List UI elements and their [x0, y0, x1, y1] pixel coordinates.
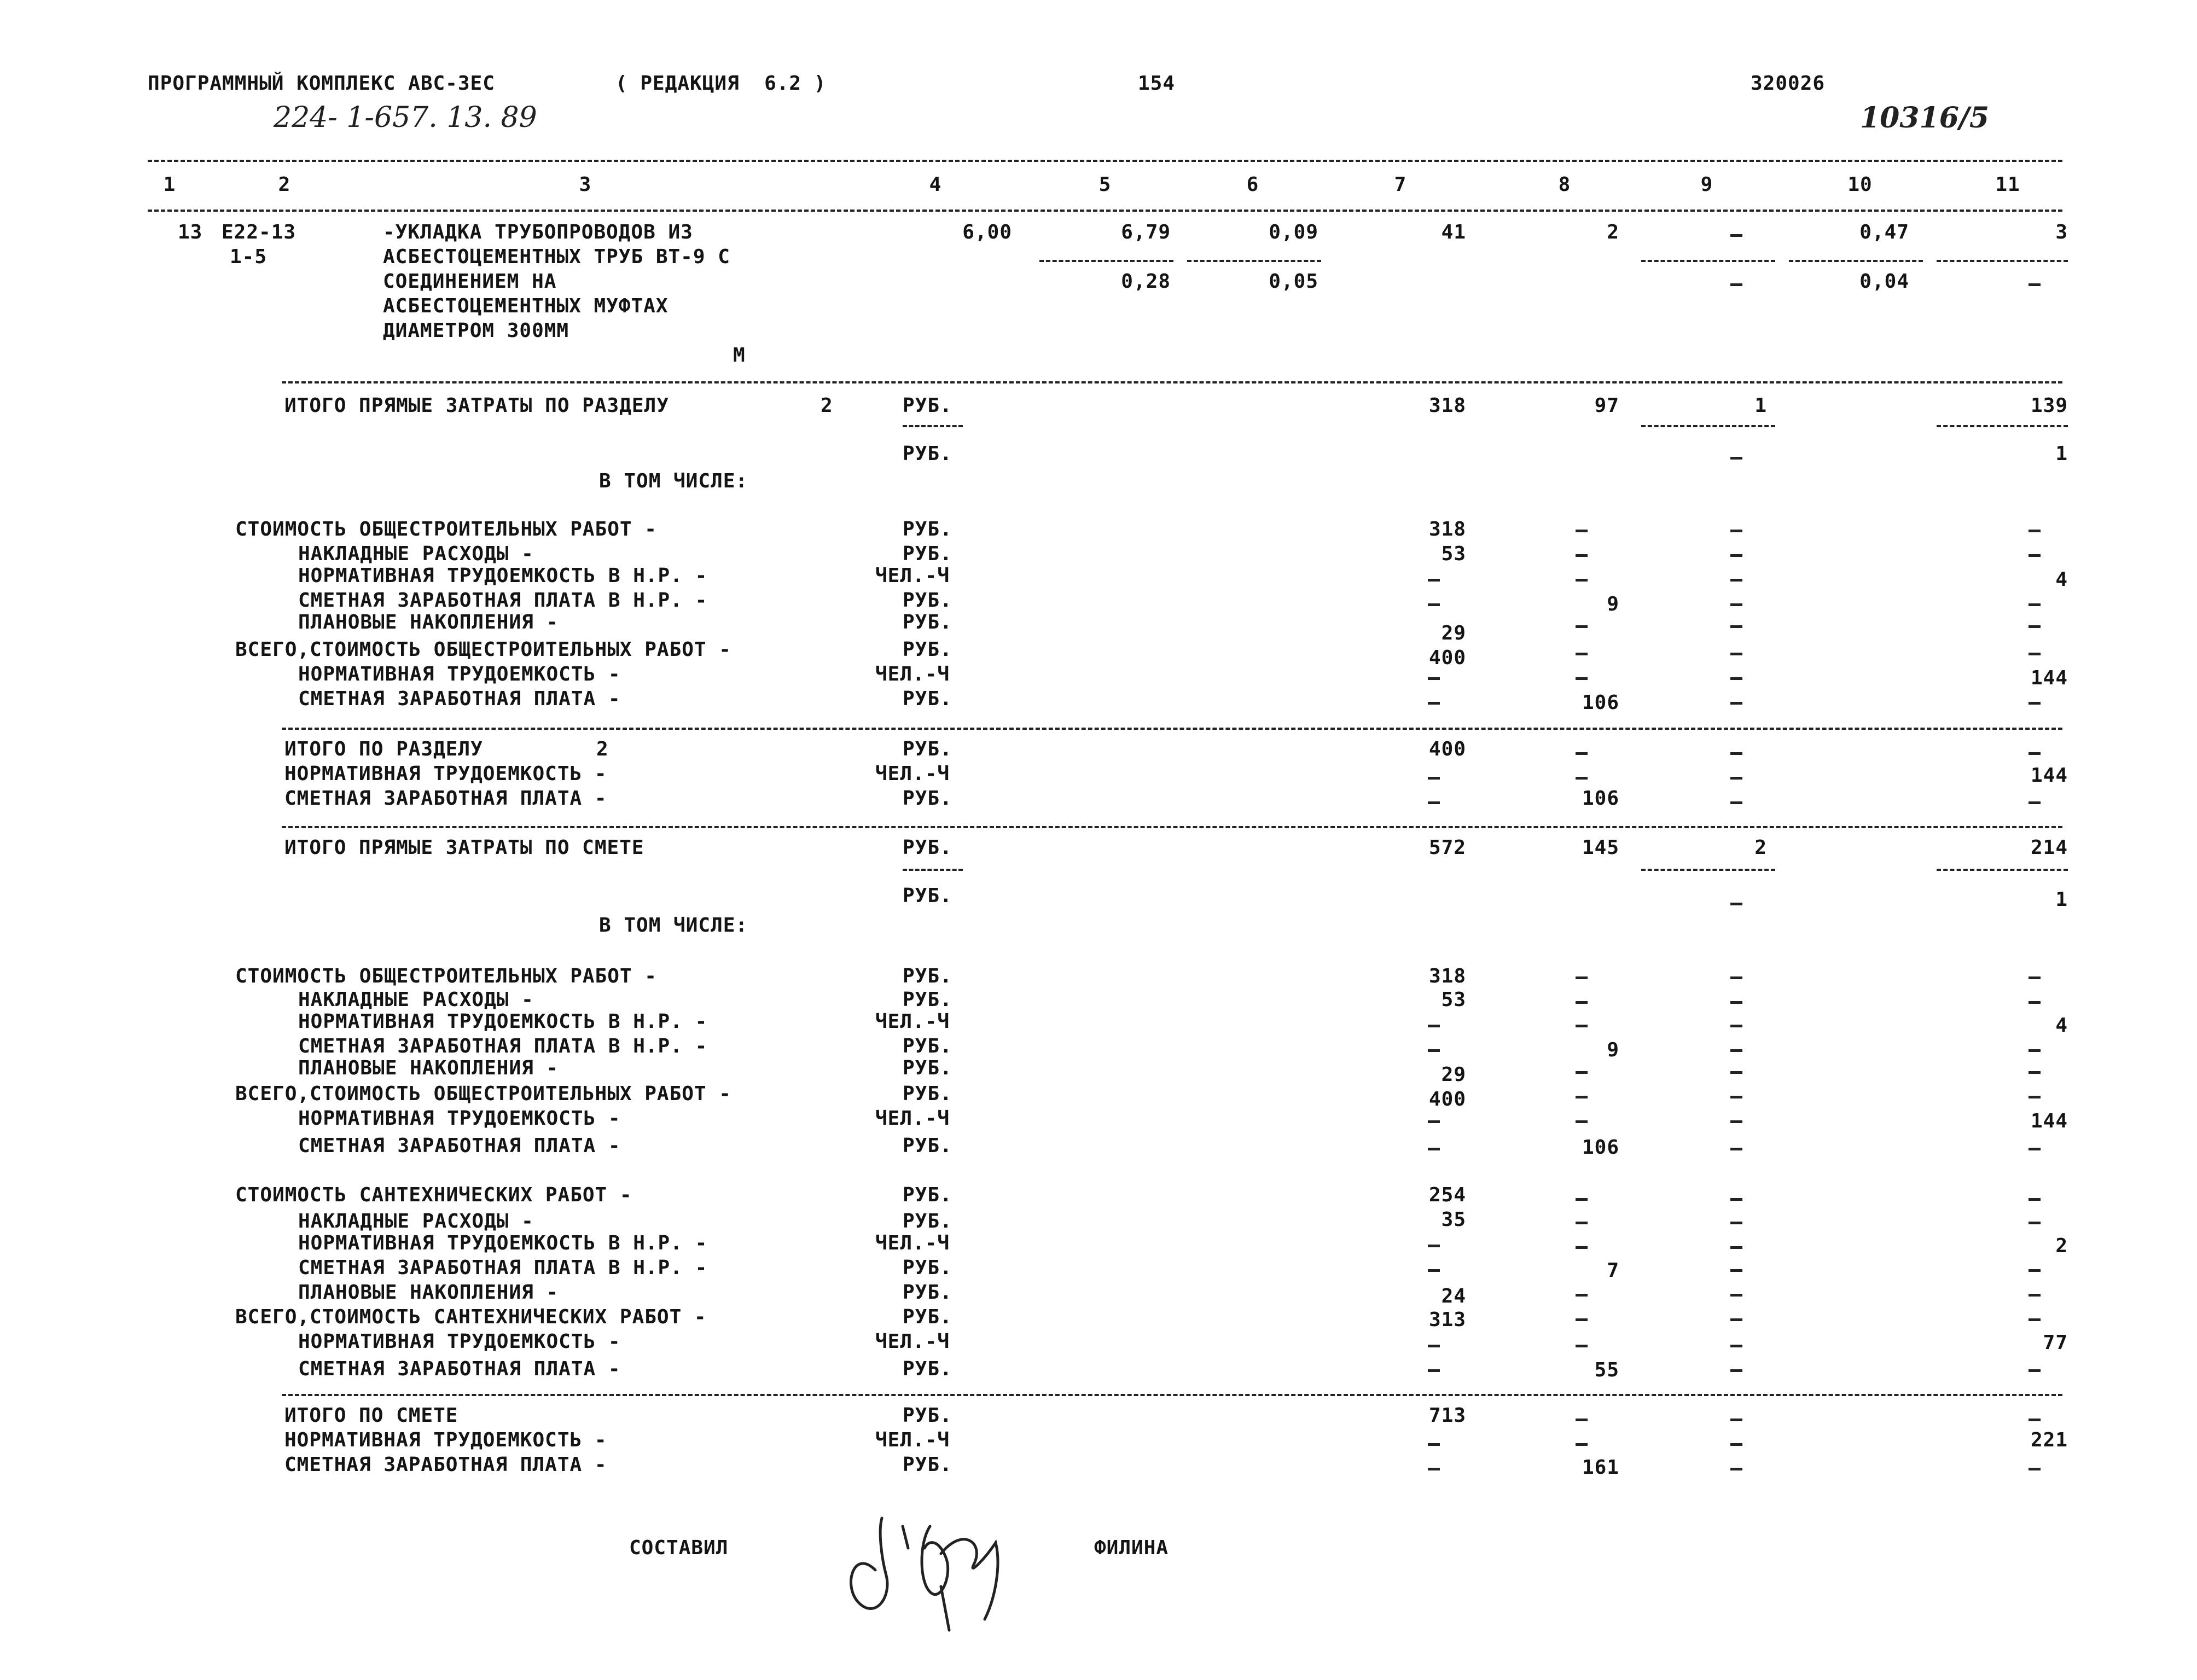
document-code: 320026 — [1751, 72, 1826, 95]
unit: РУБ. — [903, 787, 952, 810]
unit: РУБ. — [903, 738, 952, 760]
unit: ЧЕЛ.-Ч — [875, 1429, 950, 1451]
row-label: ВСЕГО,СТОИМОСТЬ ОБЩЕСТРОИТЕЛЬНЫХ РАБОТ - — [235, 638, 731, 661]
row-label: НОРМАТИВНАЯ ТРУДОЕМКОСТЬ - — [298, 1107, 621, 1130]
value: 318 — [1428, 965, 1466, 987]
unit: РУБ. — [903, 836, 952, 859]
row-label: НОРМАТИВНАЯ ТРУДОЕМКОСТЬ В Н.Р. - — [298, 1232, 708, 1254]
col-header: 11 — [1995, 173, 2020, 196]
value: 4 — [2055, 568, 2068, 591]
row-label: НАКЛАДНЫЕ РАСХОДЫ - — [298, 1210, 534, 1233]
row-label: ИТОГО ПО СМЕТЕ — [284, 1404, 458, 1427]
item-unit: М — [733, 344, 746, 367]
row-label: СМЕТНАЯ ЗАРАБОТНАЯ ПЛАТА - — [298, 1135, 621, 1157]
item-description: АСБЕСТОЦЕМЕНТНЫХ МУФТАХ — [383, 295, 669, 317]
value: 97 — [1594, 394, 1619, 417]
unit: РУБ. — [903, 1210, 952, 1233]
section-number: 2 — [821, 394, 833, 417]
unit: РУБ. — [903, 1035, 952, 1057]
value: 9 — [1607, 593, 1619, 615]
row-label: НОРМАТИВНАЯ ТРУДОЕМКОСТЬ - — [284, 1429, 607, 1451]
unit: ЧЕЛ.-Ч — [875, 1010, 950, 1033]
row-label: ПЛАНОВЫЕ НАКОПЛЕНИЯ - — [298, 611, 559, 633]
unit: ЧЕЛ.-Ч — [875, 1232, 950, 1254]
unit: РУБ. — [903, 965, 952, 987]
value: 144 — [2030, 667, 2068, 689]
item-col10: 0,47 — [1859, 221, 1909, 243]
value: 254 — [1428, 1184, 1466, 1206]
unit: РУБ. — [903, 1358, 952, 1380]
including-label: В ТОМ ЧИСЛЕ: — [599, 470, 748, 492]
unit: РУБ. — [903, 589, 952, 612]
row-label: СМЕТНАЯ ЗАРАБОТНАЯ ПЛАТА - — [298, 1358, 621, 1380]
col-header: 9 — [1700, 173, 1713, 196]
row-label: СМЕТНАЯ ЗАРАБОТНАЯ ПЛАТА В Н.Р. - — [298, 589, 708, 612]
item-col8: 2 — [1607, 221, 1619, 243]
value: 144 — [2030, 1110, 2068, 1132]
row-label: НАКЛАДНЫЕ РАСХОДЫ - — [298, 989, 534, 1011]
value: 400 — [1428, 647, 1466, 669]
value: 145 — [1582, 836, 1619, 859]
item-col6: 0,09 — [1269, 221, 1318, 243]
item-number: 13 — [178, 221, 203, 243]
item-col5b: 0,28 — [1121, 270, 1171, 293]
unit: ЧЕЛ.-Ч — [875, 763, 950, 785]
row-label: СМЕТНАЯ ЗАРАБОТНАЯ ПЛАТА - — [284, 1454, 607, 1476]
row-label: НОРМАТИВНАЯ ТРУДОЕМКОСТЬ В Н.Р. - — [298, 1010, 708, 1033]
value: 53 — [1441, 543, 1466, 565]
edition: ( РЕДАКЦИЯ 6.2 ) — [615, 72, 827, 95]
unit: РУБ. — [903, 1083, 952, 1105]
unit: РУБ. — [903, 443, 952, 465]
value: 1 — [2055, 443, 2068, 465]
row-label: ИТОГО ПО РАЗДЕЛУ — [284, 738, 483, 760]
row-label: СТОИМОСТЬ САНТЕХНИЧЕСКИХ РАБОТ - — [235, 1184, 632, 1206]
unit: ЧЕЛ.-Ч — [875, 565, 950, 587]
value: 106 — [1582, 1136, 1619, 1159]
value: 29 — [1441, 622, 1466, 644]
col-header: 2 — [278, 173, 291, 196]
row-label: СТОИМОСТЬ ОБЩЕСТРОИТЕЛЬНЫХ РАБОТ - — [235, 965, 657, 987]
row-label: ПЛАНОВЫЕ НАКОПЛЕНИЯ - — [298, 1057, 559, 1079]
composer-name: ФИЛИНА — [1094, 1537, 1169, 1559]
item-col5: 6,79 — [1121, 221, 1171, 243]
unit: РУБ. — [903, 1306, 952, 1328]
row-label: ПЛАНОВЫЕ НАКОПЛЕНИЯ - — [298, 1281, 559, 1304]
item-description: ДИАМЕТРОМ 300ММ — [383, 319, 569, 342]
value: 318 — [1428, 518, 1466, 540]
col-header: 3 — [579, 173, 592, 196]
value: 400 — [1428, 738, 1466, 760]
unit: ЧЕЛ.-Ч — [875, 1330, 950, 1353]
row-label: СМЕТНАЯ ЗАРАБОТНАЯ ПЛАТА В Н.Р. - — [298, 1035, 708, 1057]
col-header: 4 — [929, 173, 942, 196]
handwritten-sheet-number: 10316/5 — [1860, 101, 1990, 135]
unit: РУБ. — [903, 885, 952, 907]
value: 1 — [1754, 394, 1767, 417]
composed-by-label: СОСТАВИЛ — [629, 1537, 729, 1559]
unit: РУБ. — [903, 1454, 952, 1476]
value: 77 — [2043, 1332, 2068, 1354]
value: 139 — [2030, 394, 2068, 417]
col-header: 8 — [1558, 173, 1571, 196]
value: 4 — [2055, 1014, 2068, 1037]
value: 2 — [2055, 1235, 2068, 1257]
value: 144 — [2030, 764, 2068, 787]
value: 713 — [1428, 1404, 1466, 1427]
item-col6b: 0,05 — [1269, 270, 1318, 293]
col-header: 10 — [1847, 173, 1873, 196]
value: 7 — [1607, 1259, 1619, 1282]
unit: ЧЕЛ.-Ч — [875, 1107, 950, 1130]
section-total-label: ИТОГО ПРЯМЫЕ ЗАТРАТЫ ПО РАЗДЕЛУ — [284, 394, 669, 417]
unit: РУБ. — [903, 688, 952, 710]
unit: РУБ. — [903, 1257, 952, 1279]
value: 318 — [1428, 394, 1466, 417]
item-col11: 3 — [2055, 221, 2068, 243]
value: 35 — [1441, 1208, 1466, 1231]
value: 9 — [1607, 1039, 1619, 1061]
row-label: ВСЕГО,СТОИМОСТЬ ОБЩЕСТРОИТЕЛЬНЫХ РАБОТ - — [235, 1083, 731, 1105]
row-label: НОРМАТИВНАЯ ТРУДОЕМКОСТЬ - — [298, 663, 621, 685]
value: 2 — [1754, 836, 1767, 859]
unit: РУБ. — [903, 1184, 952, 1206]
section-number: 2 — [596, 738, 609, 760]
unit: РУБ. — [903, 989, 952, 1011]
value: 106 — [1582, 691, 1619, 714]
col-header: 1 — [163, 173, 176, 196]
handwritten-project-number: 224- 1-657. 13. 89 — [274, 101, 537, 134]
value: 214 — [2030, 836, 2068, 859]
row-label: НОРМАТИВНАЯ ТРУДОЕМКОСТЬ - — [298, 1330, 621, 1353]
value: 400 — [1428, 1088, 1466, 1111]
value: 572 — [1428, 836, 1466, 859]
value: 161 — [1582, 1456, 1619, 1479]
col-header: 6 — [1246, 173, 1259, 196]
value: 24 — [1441, 1285, 1466, 1307]
row-label: СТОИМОСТЬ ОБЩЕСТРОИТЕЛЬНЫХ РАБОТ - — [235, 518, 657, 540]
item-code: Е22-13 — [222, 221, 297, 243]
unit: РУБ. — [903, 518, 952, 540]
value: 1 — [2055, 888, 2068, 911]
row-label: НОРМАТИВНАЯ ТРУДОЕМКОСТЬ В Н.Р. - — [298, 565, 708, 587]
row-label: НАКЛАДНЫЕ РАСХОДЫ - — [298, 543, 534, 565]
value: 313 — [1428, 1309, 1466, 1331]
item-description: АСБЕСТОЦЕМЕНТНЫХ ТРУБ ВТ-9 С — [383, 246, 730, 268]
value: 221 — [2030, 1429, 2068, 1451]
unit: РУБ. — [903, 394, 952, 417]
unit: РУБ. — [903, 638, 952, 661]
col-header: 7 — [1394, 173, 1407, 196]
item-description: -УКЛАДКА ТРУБОПРОВОДОВ ИЗ — [383, 221, 693, 243]
unit: РУБ. — [903, 1281, 952, 1304]
unit: РУБ. — [903, 543, 952, 565]
value: 106 — [1582, 787, 1619, 810]
row-label: СМЕТНАЯ ЗАРАБОТНАЯ ПЛАТА - — [298, 688, 621, 710]
unit: РУБ. — [903, 1135, 952, 1157]
unit: РУБ. — [903, 1057, 952, 1079]
item-quantity: 6,00 — [962, 221, 1012, 243]
row-label: НОРМАТИВНАЯ ТРУДОЕМКОСТЬ - — [284, 763, 607, 785]
row-label: СМЕТНАЯ ЗАРАБОТНАЯ ПЛАТА - — [284, 787, 607, 810]
page-number: 154 — [1138, 72, 1176, 95]
including-label: В ТОМ ЧИСЛЕ: — [599, 914, 748, 937]
row-label: СМЕТНАЯ ЗАРАБОТНАЯ ПЛАТА В Н.Р. - — [298, 1257, 708, 1279]
row-label: ВСЕГО,СТОИМОСТЬ САНТЕХНИЧЕСКИХ РАБОТ - — [235, 1306, 707, 1328]
value: 55 — [1594, 1359, 1619, 1381]
smeta-total-label: ИТОГО ПРЯМЫЕ ЗАТРАТЫ ПО СМЕТЕ — [284, 836, 644, 859]
value: 53 — [1441, 989, 1466, 1011]
unit: ЧЕЛ.-Ч — [875, 663, 950, 685]
value: 29 — [1441, 1063, 1466, 1086]
item-col10b: 0,04 — [1859, 270, 1909, 293]
item-col7: 41 — [1441, 221, 1466, 243]
unit: РУБ. — [903, 611, 952, 633]
item-description: СОЕДИНЕНИЕМ НА — [383, 270, 557, 293]
program-name: ПРОГРАММНЫЙ КОМПЛЕКС АВС-ЗЕС — [148, 72, 495, 95]
item-code-2: 1-5 — [230, 246, 268, 268]
unit: РУБ. — [903, 1404, 952, 1427]
col-header: 5 — [1098, 173, 1112, 196]
